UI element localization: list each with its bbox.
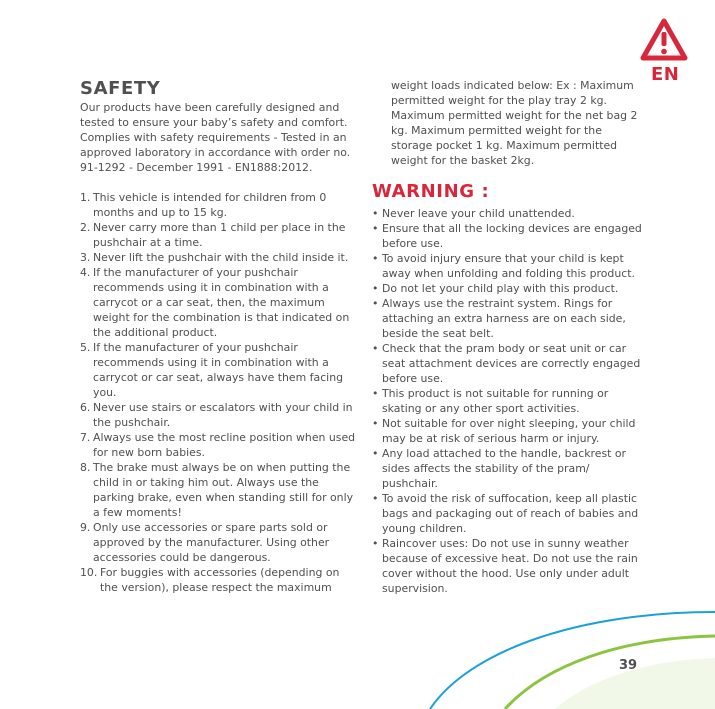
- warning-text: Not suitable for over night sleeping, your child may be at risk of serious harm or injury.: [382, 417, 636, 445]
- warning-item: [372, 341, 644, 386]
- safety-rule-10-continued: weight loads indicated below: Ex : Maximum permitted weight for the play tray 2 kg. Maximum permitted weight for the net bag 2 kg. Maximum permitted weight for the storage pocket 1 kg. Maximum permitted weight for the basket 2kg.: [391, 79, 638, 167]
- warning-item: [372, 251, 644, 281]
- warning-text: To avoid injury ensure that your child is kept away when unfolding and folding this product.: [382, 252, 635, 280]
- rule-number: 7.: [80, 431, 91, 444]
- rule-text: This vehicle is intended for children from 0 months and up to 15 kg.: [93, 191, 327, 219]
- warning-text: Ensure that all the locking devices are engaged before use.: [382, 222, 642, 250]
- warning-text: Raincover uses: Do not use in sunny weather because of excessive heat. Do not use the rain cover without the hood. Use only under adult supervision.: [382, 537, 638, 595]
- rule-text: Never use stairs or escalators with your child in the pushchair.: [93, 401, 353, 429]
- rule-number: 6.: [80, 401, 91, 414]
- warning-item: [372, 206, 644, 221]
- bullet: •: [372, 297, 379, 310]
- safety-rules-list: [80, 190, 358, 595]
- rule-text: Never carry more than 1 child per place in the pushchair at a time.: [93, 221, 346, 249]
- swoosh-blue-curve: [430, 612, 715, 709]
- bullet: •: [372, 222, 379, 235]
- language-code: EN: [651, 64, 680, 85]
- warning-item: [372, 446, 644, 491]
- safety-title: SAFETY: [80, 78, 161, 99]
- warning-text: Check that the pram body or seat unit or car seat attachment devices are correctly engaged before use.: [382, 342, 641, 385]
- bullet: •: [372, 282, 379, 295]
- bullet: •: [372, 387, 379, 400]
- safety-rule: [80, 340, 358, 400]
- warning-text: Do not let your child play with this product.: [382, 282, 619, 295]
- warning-title: WARNING :: [372, 181, 490, 202]
- rule-text: Always use the most recline position when used for new born babies.: [93, 431, 356, 459]
- rule-number: 8.: [80, 461, 91, 474]
- safety-rule: [80, 190, 358, 220]
- warning-text: Never leave your child unattended.: [382, 207, 575, 220]
- safety-rule: [80, 460, 358, 520]
- rule-text: Never lift the pushchair with the child inside it.: [93, 251, 349, 264]
- warning-item: [372, 296, 644, 341]
- rule-number: 4.: [80, 266, 91, 279]
- safety-rule: [80, 220, 358, 250]
- rule-text: Only use accessories or spare parts sold or approved by the manufacturer. Using other accessories could be dangerous.: [93, 521, 330, 564]
- bullet: •: [372, 492, 379, 505]
- page-number: 39: [619, 658, 638, 673]
- swoosh-green-curve: [505, 636, 715, 709]
- warning-item: [372, 491, 644, 536]
- safety-column: [80, 78, 358, 595]
- bullet: •: [372, 537, 379, 550]
- rule-text: The brake must always be on when putting the child in or taking him out. Always use the parking brake, even when standing still for only a few moments!: [93, 461, 354, 519]
- rule-number: 9.: [80, 521, 91, 534]
- warning-column: [372, 78, 644, 596]
- warning-text: This product is not suitable for running or skating or any other sport activities.: [382, 387, 609, 415]
- bullet: •: [372, 252, 379, 265]
- warning-triangle-icon: [640, 18, 688, 62]
- safety-rule: [80, 265, 358, 340]
- safety-rule: [80, 565, 358, 595]
- warning-item: [372, 386, 644, 416]
- rule-number: 3.: [80, 251, 91, 264]
- rule-text: For buggies with accessories (depending on the version), please respect the maximum: [100, 566, 340, 594]
- rule-number: 2.: [80, 221, 91, 234]
- safety-rule: [80, 250, 358, 265]
- safety-rule: [80, 430, 358, 460]
- bullet: •: [372, 417, 379, 430]
- rule-number: 10.: [80, 566, 98, 579]
- warning-item: [372, 221, 644, 251]
- bullet: •: [372, 342, 379, 355]
- warning-text: Any load attached to the handle, backrest or sides affects the stability of the pram/ pushchair.: [382, 447, 626, 490]
- warning-list: [372, 206, 644, 596]
- bullet: •: [372, 447, 379, 460]
- safety-rule: [80, 520, 358, 565]
- rule-text: If the manufacturer of your pushchair recommends using it in combination with a carrycot or car seat, always have them facing you.: [93, 341, 344, 399]
- safety-rule: [80, 400, 358, 430]
- warning-text: Always use the restraint system. Rings for attaching an extra harness are on each side, beside the seat belt.: [382, 297, 626, 340]
- rule-text: If the manufacturer of your pushchair recommends using it in combination with a carrycot or a car seat, then, the maximum weight for the combination is that indicated on the additional product.: [93, 266, 350, 339]
- rule-number: 5.: [80, 341, 91, 354]
- rule-number: 1.: [80, 191, 91, 204]
- warning-text: To avoid the risk of suffocation, keep all plastic bags and packaging out of reach of babies and young children.: [382, 492, 639, 535]
- bullet: •: [372, 207, 379, 220]
- warning-item: [372, 281, 644, 296]
- safety-intro: Our products have been carefully designed and tested to ensure your baby’s safety and comfort. Complies with safety requirements - Tested in an approved laboratory in accordance with order no. 91-1292 - December 1991 - EN1888:2012.: [80, 101, 351, 174]
- warning-item: [372, 536, 644, 596]
- warning-item: [372, 416, 644, 446]
